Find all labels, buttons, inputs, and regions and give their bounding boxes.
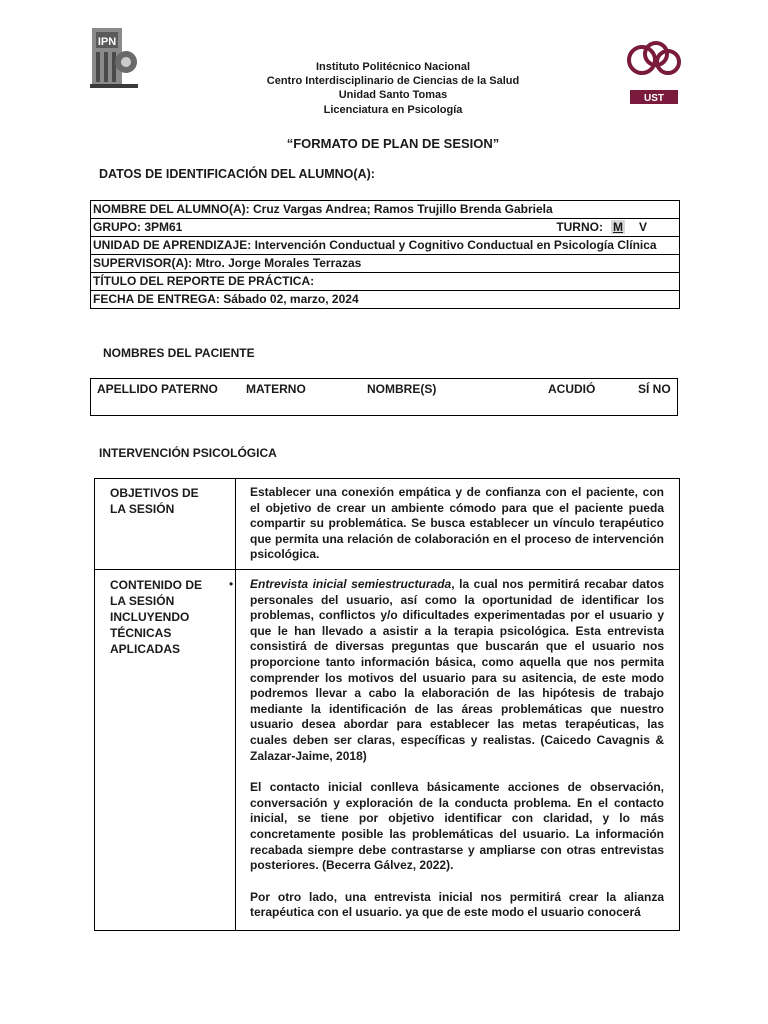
learning-unit-row: UNIDAD DE APRENDIZAJE: Intervención Conductual y Cognitivo Conductual en Psicología Clínica (91, 237, 679, 255)
col-acudio: ACUDIÓ (548, 382, 596, 396)
student-info-table (90, 200, 680, 309)
ust-logo (626, 40, 682, 106)
column-divider (235, 479, 236, 930)
center-name: Centro Interdisciplinario de Ciencias de la Salud (266, 75, 520, 87)
section-heading-paciente: NOMBRES DEL PACIENTE (103, 346, 255, 360)
due-date-row: FECHA DE ENTREGA: Sábado 02, marzo, 2024 (93, 292, 359, 306)
col-apellido-paterno: APELLIDO PATERNO (97, 382, 218, 396)
bullet-marker: • (229, 577, 234, 591)
report-title-row: TÍTULO DEL REPORTE DE PRÁCTICA: (91, 273, 679, 291)
row-divider (95, 569, 679, 570)
ipn-logo (88, 22, 140, 90)
section-heading-alumno: DATOS DE IDENTIFICACIÓN DEL ALUMNO(A): (99, 167, 375, 181)
unit-name: Unidad Santo Tomas (338, 89, 448, 101)
supervisor-row: SUPERVISOR(A): Mtro. Jorge Morales Terrazas (91, 255, 679, 273)
institution-name: Instituto Politécnico Nacional (315, 61, 471, 73)
content-paragraph-1 (250, 577, 664, 764)
content-label: CONTENIDO DE LA SESIÓN INCLUYENDO TÉCNICAS APLICADAS (110, 578, 203, 656)
shift-field (556, 220, 677, 235)
interview-type: Entrevista inicial semiestructurada (250, 577, 452, 591)
content-paragraph-3: Por otro lado, una entrevista inicial nos permitirá crear la alianza terapéutica con el usuario. ya que de este modo el usuario conocerá (250, 889, 664, 920)
col-materno: MATERNO (246, 382, 306, 396)
intervention-table (94, 478, 680, 931)
document-title: “FORMATO DE PLAN DE SESION” (286, 136, 500, 151)
shift-option-m: M (612, 220, 623, 234)
shift-label: TURNO: (556, 220, 603, 234)
shift-option-v: V (638, 220, 647, 234)
content-paragraph-2: El contacto inicial conlleva básicamente acciones de observación, conversación y exploración de la conducta problema. En el contacto inicial, se tiene por objetivo identificar con claridad, y lo más concretamente posible las problemáticas del usuario. La información recabada siempre debe contrastarse y ampliarse con otras entrevistas posteriores. (Becerra Gálvez, 2022). (250, 780, 664, 873)
group-row (91, 219, 679, 237)
content-text (250, 577, 664, 925)
col-si-no: SÍ NO (638, 382, 671, 396)
section-heading-intervencion: INTERVENCIÓN PSICOLÓGICA (99, 446, 277, 460)
objectives-label: OBJETIVOS DE LA SESIÓN (110, 486, 199, 516)
objectives-text: Establecer una conexión empática y de confianza con el paciente, con el objetivo de crear un ambiente cómodo para que el paciente pueda compartir su problemática. Se busca establecer un vínculo terapéutico que permita una relación de colaboración en el proceso de intervención psicológica. (250, 485, 664, 562)
patient-table (90, 378, 678, 416)
paragraph-1-rest: , la cual nos permitirá recabar datos personales del usuario, así como la oportunidad de identificar los problemas, conflictos y/o dificultades experimentadas por el usuario y que le han llevado a asistir a la terapia psicológica. Esta entrevista consistirá de diversas preguntas que buscarán que el usuario nos proporcione tanto información básica, como aquella que nos permita comprender los motivos del usuario para su asitencia, de este modo podremos llevar a cabo la elaboración de las hipótesis de trabajo mediante la identificación de las áreas problemáticas que nuestro usuario desea abordar para establecer las metas terapéuticas, las cuales deben ser claras, específicas y realistas. (Caicedo Cavagnis & Zalazar-Jaime, 2018) (250, 577, 664, 763)
col-nombres: NOMBRE(S) (367, 382, 437, 396)
group-value: GRUPO: 3PM61 (93, 220, 183, 234)
ust-logo-text: UST (644, 93, 664, 104)
degree-name: Licenciatura en Psicología (323, 104, 463, 116)
ipn-logo-text: IPN (97, 36, 117, 48)
student-name-row: NOMBRE DEL ALUMNO(A): Cruz Vargas Andrea; Ramos Trujillo Brenda Gabriela (91, 201, 679, 219)
